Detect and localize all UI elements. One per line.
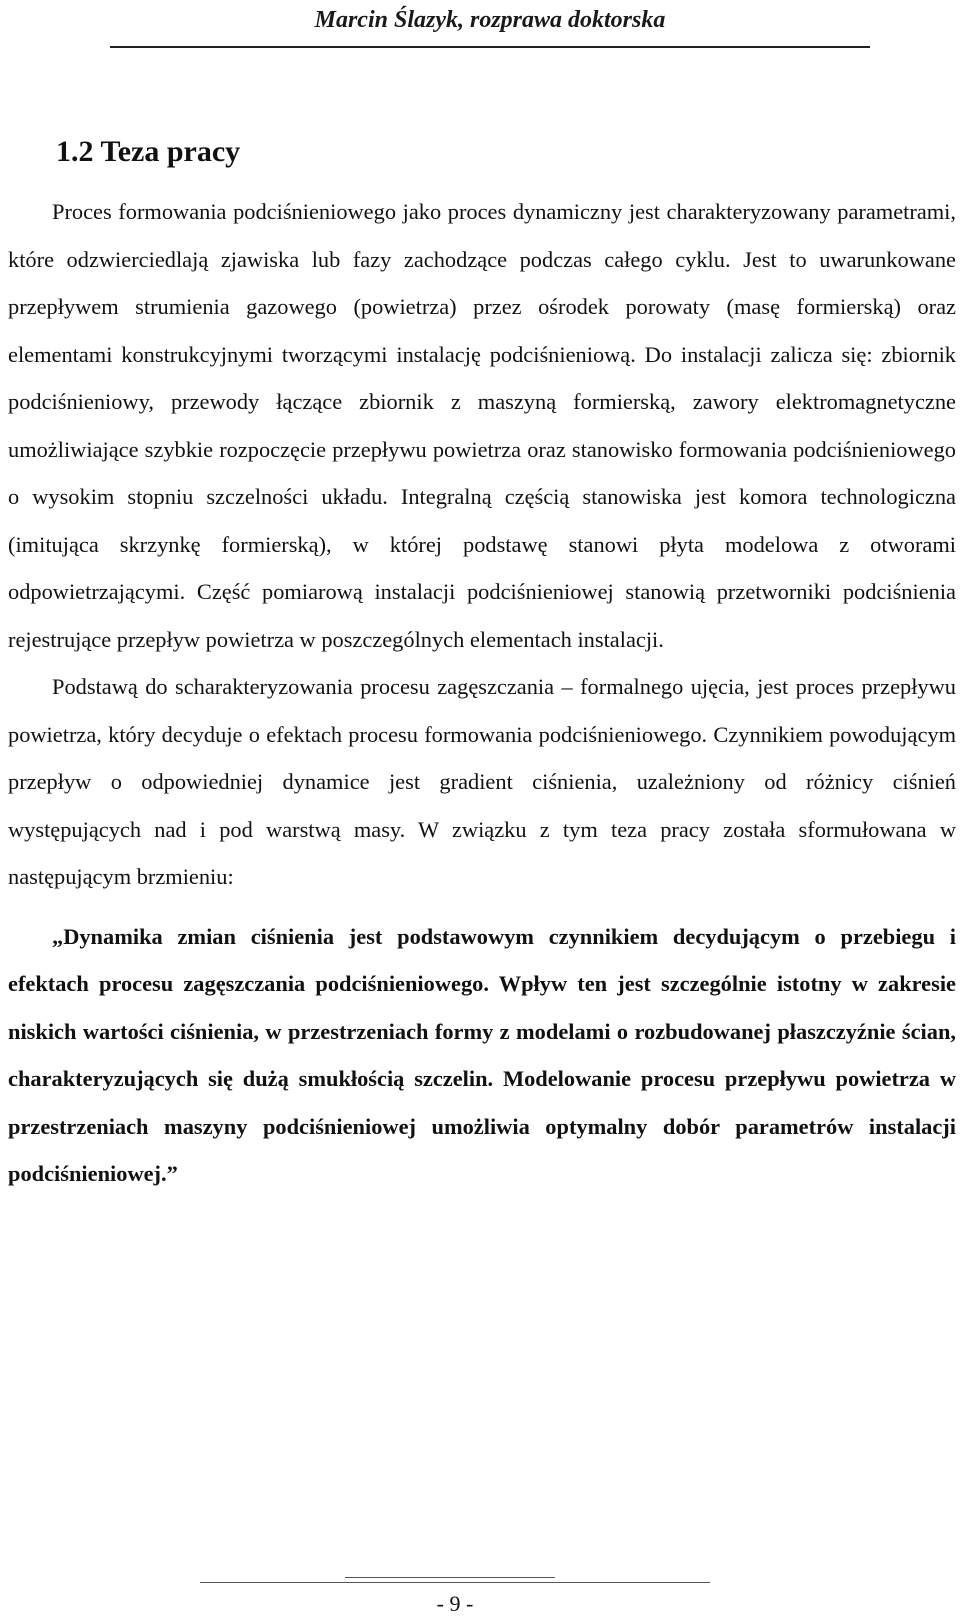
footer-rule-short <box>345 1577 555 1578</box>
running-header: Marcin Ślazyk, rozprawa doktorska <box>314 7 666 33</box>
paragraph-2: Podstawą do scharakteryzowania procesu zagęszczania – formalnego ujęcia, jest proces przepływu powietrza, który decyduje o efektach procesu formowania podciśnieniowego. Czynnikiem powodującym przepływ o odpowiedniej dynamice jest gradient ciśnienia, uzależniony od różnicy ciśnień występujących nad i pod warstwą masy. W związku z tym teza pracy została sformułowana w następującym brzmieniu: <box>8 674 956 889</box>
paragraph-1: Proces formowania podciśnieniowego jako proces dynamiczny jest charakteryzowany parametrami, które odzwierciedlają zjawiska lub fazy zachodzące podczas całego cyklu. Jest to uwarunkowane przepływem strumienia gazowego (powietrza) przez ośrodek porowaty (masę formierską) oraz elementami konstrukcyjnymi tworzącymi instalację podciśnieniową. Do instalacji zalicza się: zbiornik podciśnieniowy, przewody łączące zbiornik z maszyną formierską, zawory elektromagnetyczne umożliwiające szybkie rozpoczęcie przepływu powietrza oraz stanowisko formowania podciśnieniowego o wysokim stopniu szczelności układu. Integralną częścią stanowiska jest komora technologiczna (imitująca skrzynkę formierską), w której podstawę stanowi płyta modelowa z otworami odpowietrzającymi. Część pomiarową instalacji podciśnieniowej stanowią przetworniki podciśnienia rejestrujące przepływ powietrza w poszczególnych elementach instalacji. <box>8 199 956 652</box>
page-number: - 9 - <box>436 1591 474 1616</box>
body-text <box>8 188 956 1198</box>
header-rule <box>110 46 870 48</box>
thesis-statement: „Dynamika zmian ciśnienia jest podstawowym czynnikiem decydującym o przebiegu i efektach procesu zagęszczania podciśnieniowego. Wpływ ten jest szczególnie istotny w zakresie niskich wartości ciśnienia, w przestrzeniach formy z modelami o rozbudowanej płaszczyźnie ścian, charakteryzujących się dużą smukłością szczelin. Modelowanie procesu przepływu powietrza w przestrzeniach maszyny podciśnieniowej umożliwia optymalny dobór parametrów instalacji podciśnieniowej.” <box>8 923 956 1186</box>
section-title: 1.2 Teza pracy <box>56 135 241 168</box>
footer-rule <box>200 1582 710 1583</box>
